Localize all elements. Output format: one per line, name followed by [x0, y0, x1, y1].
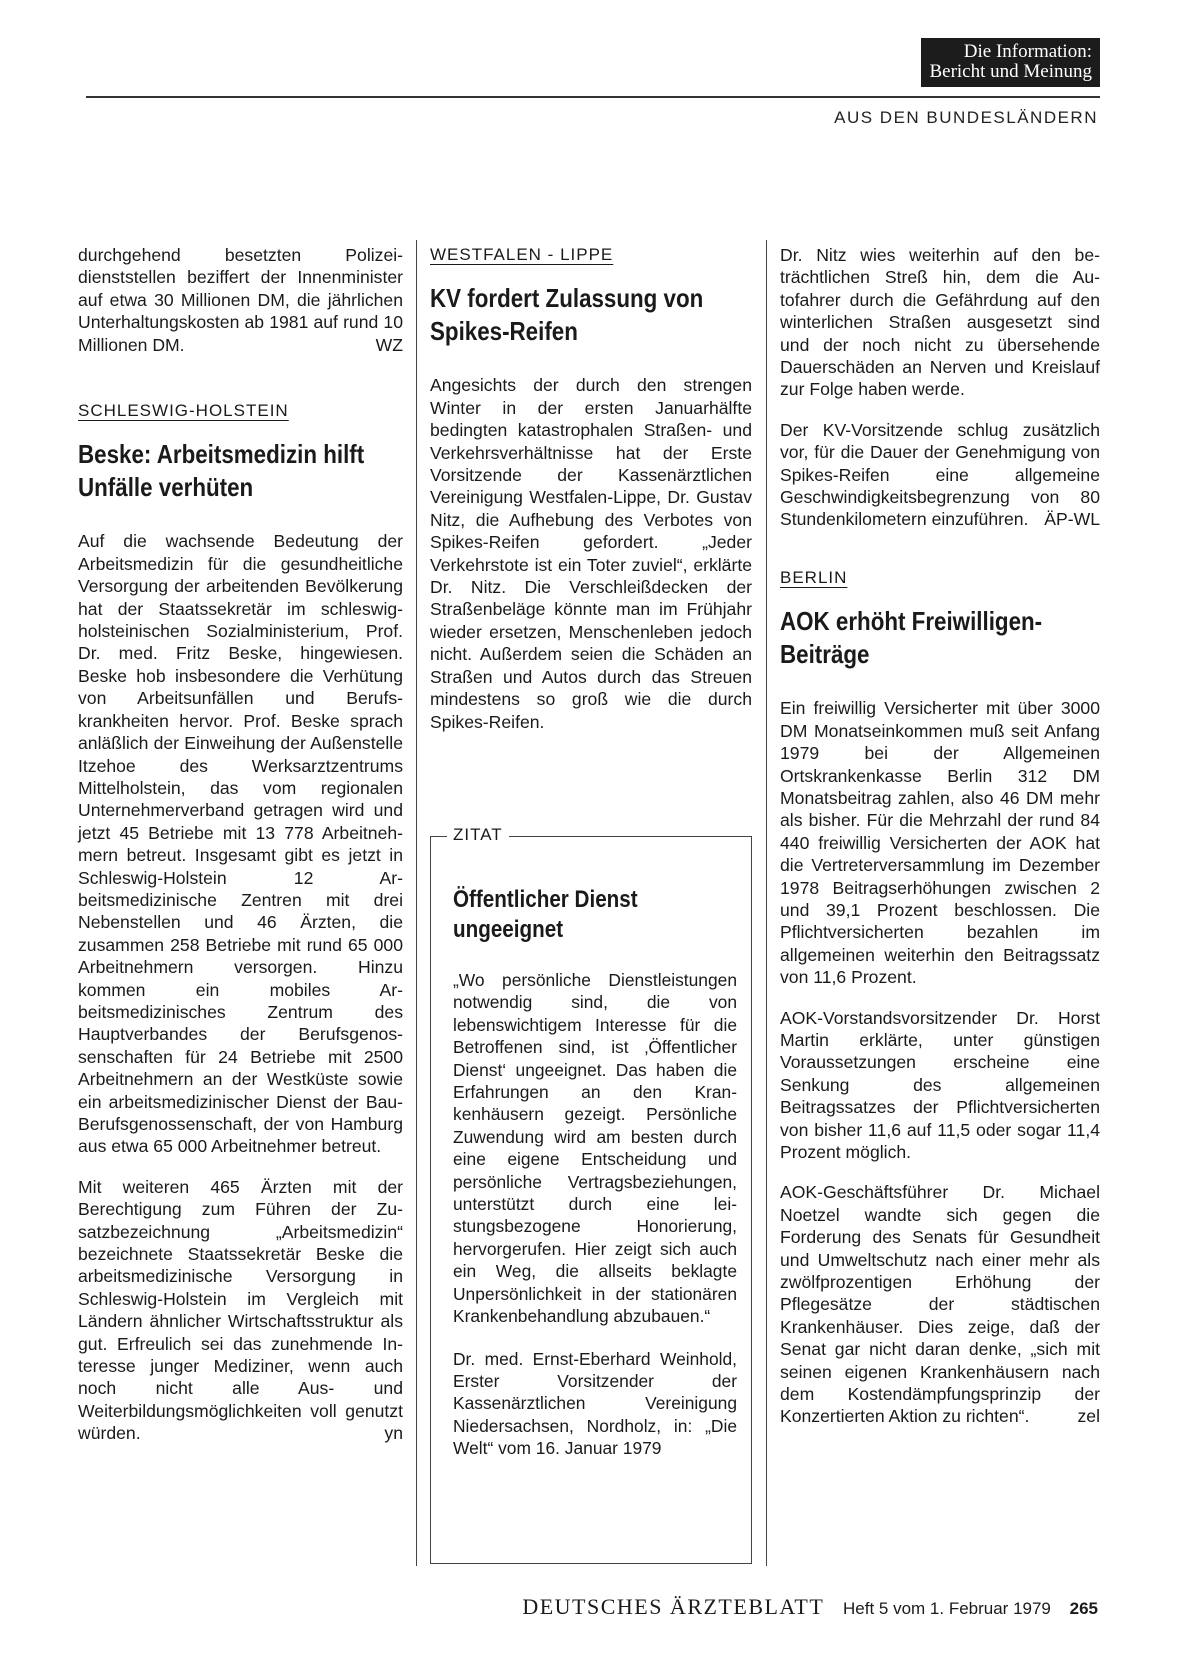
page-footer	[522, 1594, 1098, 1620]
intro-paragraph	[78, 244, 403, 356]
author-signature: zel	[1077, 1406, 1100, 1427]
quote-label: ZITAT	[447, 825, 509, 845]
region-label: WESTFALEN - LIPPE	[430, 245, 614, 264]
paragraph-text: AOK-Geschäftsführer Dr. Michael Noetzel wandte sich gegen die Forderung des Senats für Gesundheit und Umweltschutz nach einer mehr als zwölfprozentigen Erhöhung der Pflegesätze der städtischen Krankenhäuser. Dies zeige, daß der Senat gar nicht daran denke, „sich mit seinen eigenen Krankenhäusern nach dem Kostendämpfungsprinzip der Konzertierten Aktion zu richten“.	[780, 1182, 1100, 1427]
author-signature: ÄP-WL	[1044, 509, 1100, 530]
article-headline: Beske: Arbeitsmedizin hilft Unfälle verhüten	[78, 439, 365, 503]
header-rule	[86, 96, 1100, 98]
section-badge	[921, 38, 1100, 87]
quote-source: Dr. med. Ernst-Eberhard Weinhold, Erster Vorsitzender der Kassenärztlichen Vereinigung Niedersachsen, Nordholz, in: „Die Welt“ vom 16. Januar 1979	[453, 1348, 737, 1459]
article-paragraph	[780, 1181, 1100, 1427]
article-paragraph	[78, 1176, 403, 1445]
page-number: 265	[1069, 1599, 1098, 1618]
journal-name: DEUTSCHES ÄRZTEBLATT	[522, 1594, 825, 1619]
quote-box	[430, 825, 752, 1564]
article-paragraph: Auf die wachsende Bedeutung der Arbeitsmedizin für die gesundheitliche Versorgung der arbeitenden Bevölkerung hat der Staatssekretär im schleswig-holsteinischen Sozialministerium, Prof. Dr. med. Fritz Beske, hingewiesen. Beske hob insbesondere die Verhütung von Arbeitsunfällen und Berufskrankheiten hervor. Prof. Beske sprach anläßlich der Einweihung der Außenstelle Itzehoe des Werksarztzentrums Mittelholstein, das vom regionalen Unternehmerverband getragen wird und jetzt 45 Betriebe mit 13 778 Arbeitnehmern betreut. Insgesamt gibt es jetzt in Schleswig-Holstein 12 Arbeitsmedizinische Zentren mit drei Nebenstellen und 46 Ärzten, die zusammen 258 Betriebe mit rund 65 000 Arbeitnehmern versorgen. Hinzu kommen ein mobiles Arbeitsmedizinisches Zentrum des Hauptverbandes der Berufsgenossenschaften für 24 Betriebe mit 2500 Arbeitnehmern an der Westküste sowie ein arbeitsmedizinischer Dienst der Bau-Berufsgenossenschaft, der von Hamburg aus etwa 65 000 Arbeitnehmer betreut.	[78, 531, 403, 1157]
article-headline: KV fordert Zulassung von Spikes-Reifen	[430, 283, 704, 347]
paragraph-text: Mit weiteren 465 Ärzten mit der Berechtigung zum Führen der Zusatzbezeichnung „Arbeitsmedizin“ bezeichnete Staatssekretär Beske die arbeitsmedizinische Versorgung in Schleswig-Holstein im Vergleich mit Ländern ähnlicher Wirtschaftsstruktur als gut. Erfreulich sei das zunehmende Interesse junger Mediziner, wenn auch noch nicht alle Aus- und Weiterbildungsmöglichkeiten voll genutzt würden.	[78, 1176, 403, 1444]
column-1	[78, 244, 403, 1463]
paragraph-text: Der KV-Vorsitzende schlug zusätzlich vor, für die Dauer der Genehmigung von Spikes-Reifen eine allgemeine Geschwindigkeitsbegrenzung von 80 Stundenkilometern einzuführen.	[780, 419, 1100, 530]
column-2	[430, 244, 752, 751]
quote-text: „Wo persönliche Dienstleistungen notwendig sind, die von lebenswichtigem Interesse für die Betroffenen sind, ist ‚Öffentlicher Dienst‘ ungeeignet. Das haben die Erfahrungen an den Krankenhäusern gezeigt. Persönliche Zuwendung wird am besten durch eine eigene Entscheidung und persönliche Vertragsbeziehungen, unterstützt durch eine leistungsbezogene Honorierung, hervorgerufen. Hier zeigt sich auch ein Weg, die allseits beklagte Unpersönlichkeit in der stationären Krankenbehandlung abzubauen.“	[453, 970, 737, 1327]
column-divider	[416, 240, 417, 1566]
section-tag: AUS DEN BUNDESLÄNDERN	[834, 108, 1098, 127]
author-signature: yn	[384, 1423, 403, 1444]
author-signature: WZ	[375, 334, 403, 355]
quote-headline: Öffentlicher Dienst ungeeignet	[453, 886, 638, 943]
issue-info: Heft 5 vom 1. Februar 1979	[843, 1599, 1051, 1618]
article-paragraph: Dr. Nitz wies weiterhin auf den beträchtlichen Streß hin, dem die Autofahrer durch die Gefährdung auf den winterlichen Straßen ausgesetzt sind und der noch nicht zu übersehende Dauerschäden an Nerven und Kreislauf zur Folge haben werde.	[780, 245, 1100, 400]
article-paragraph: AOK-Vorstandsvorsitzender Dr. Horst Martin erklärte, unter günstigen Voraussetzungen erscheine eine Senkung des allgemeinen Beitragssatzes der Pflichtversicherten von bisher 11,6 auf 11,5 oder sogar 11,4 Prozent möglich.	[780, 1007, 1100, 1162]
intro-text: durchgehend besetzten Polizeidienststellen beziffert der Innenminister auf etwa 30 Millionen DM, die jährlichen Unterhaltungskosten ab 1981 auf rund 10 Millionen DM.	[78, 245, 403, 355]
badge-line-1: Die Information:	[963, 41, 1092, 62]
column-divider	[766, 240, 767, 1566]
article-paragraph: Angesichts der durch den strengen Winter in der ersten Januarhälfte bedingten katastrophalen Straßen- und Verkehrsverhältnisse hat der Erste Vorsitzende der Kassenärztlichen Vereinigung Westfalen-Lippe, Dr. Gustav Nitz, die Aufhebung des Verbotes von Spikes-Reifen gefordert. „Jeder Verkehrstote ist ein Toter zuviel“, erklärte Dr. Nitz. Die Verschleißdecken der Straßenbeläge könnte man im Frühjahr wieder ersetzen, Menschenleben jedoch nicht. Außerdem seien die Schäden an Straßen und Autos durch das Streuen mindestens so groß wie die durch Spikes-Reifen.	[430, 375, 752, 732]
article-paragraph	[780, 419, 1100, 531]
article-paragraph: Ein freiwillig Versicherter mit über 3000 DM Monatseinkommen muß seit Anfang 1979 bei der Allgemeinen Ortskrankenkasse Berlin 312 DM Monatsbeitrag zahlen, also 46 DM mehr als bisher. Für die Mehrzahl der rund 84 440 freiwillig Versicherten der AOK hat die Vertreterversammlung im Dezember 1978 Beitragserhöhungen zwischen 2 und 39,1 Prozent beschlossen. Die Pflichtversicherten bezahlen im allgemeinen weiterhin den Beitragssatz von 11,6 Prozent.	[780, 698, 1100, 988]
region-label: SCHLESWIG-HOLSTEIN	[78, 401, 289, 421]
region-label: BERLIN	[780, 567, 848, 587]
column-3	[780, 244, 1100, 1446]
article-headline: AOK erhöht Freiwilligen-Beiträge	[780, 606, 1043, 670]
badge-line-2: Bericht und Meinung	[929, 61, 1092, 82]
